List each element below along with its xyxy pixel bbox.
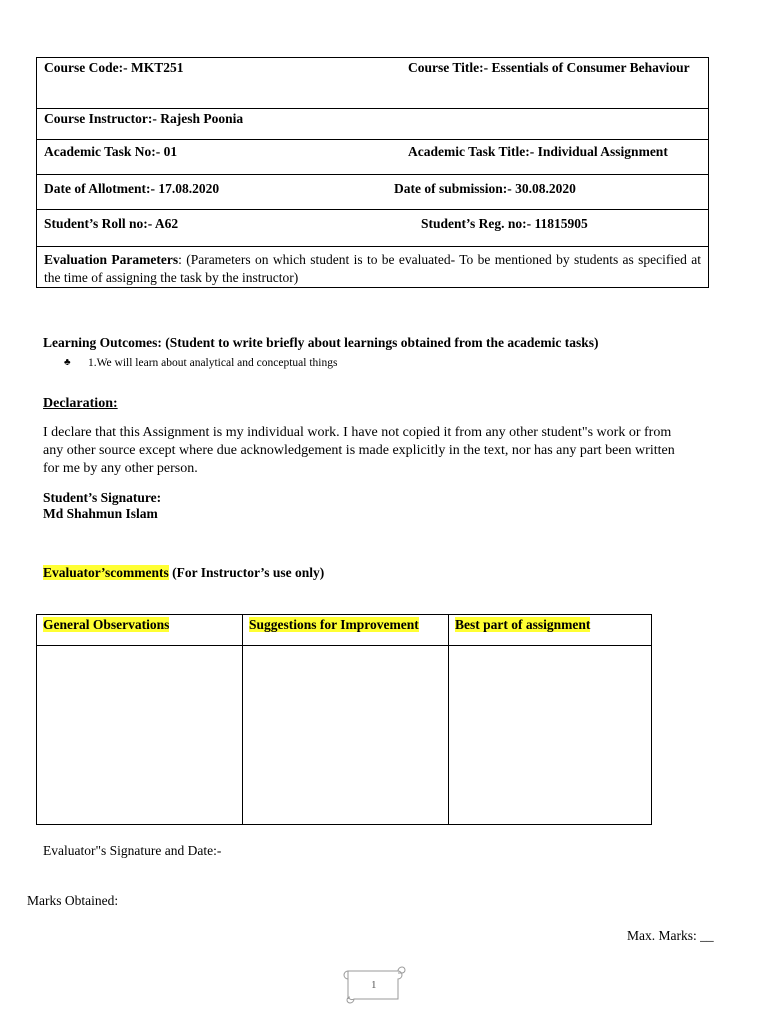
task-no: Academic Task No:- 01 [44, 144, 178, 159]
course-cell [37, 58, 709, 109]
col-best-part: Best part of assignment [455, 617, 591, 632]
club-bullet-icon: ♣ [64, 357, 71, 368]
general-observations-cell[interactable] [37, 646, 243, 825]
declaration-body: I declare that this Assignment is my individual work. I have not copied it from any other student"s work or from any other source except where due acknowledgement is made explicitly in the text, nor has any part been written for me by any other person. [43, 425, 675, 476]
eval-params-text: : (Parameters on which student is to be evaluated- To be mentioned by students as specified at the time of assigning the task by the instructor) [44, 252, 701, 285]
max-marks: Max. Marks: __ [627, 928, 714, 943]
course-code: Course Code:- MKT251 [44, 60, 184, 75]
evaluator-comments-highlight: Evaluator’scomments [43, 565, 169, 580]
course-instructor: Course Instructor:- Rajesh Poonia [44, 111, 244, 126]
suggestions-cell[interactable] [243, 646, 449, 825]
task-row [37, 140, 709, 175]
declaration-heading: Declaration: [43, 396, 118, 411]
col-suggestions: Suggestions for Improvement [249, 617, 419, 632]
col-general-observations: General Observations [43, 617, 170, 632]
learning-outcomes-heading: Learning Outcomes: (Student to write briefly about learnings obtained from the academic tasks) [43, 335, 599, 350]
marks-obtained: Marks Obtained: [27, 893, 119, 908]
evaluator-table [36, 614, 652, 825]
task-title: Academic Task Title:- Individual Assignment [408, 144, 668, 159]
allotment-date: Date of Allotment:- 17.08.2020 [44, 181, 220, 196]
eval-params-label: Evaluation Parameters [44, 252, 179, 267]
evaluator-table-header [37, 615, 652, 646]
roll-no: Student’s Roll no:- A62 [44, 216, 179, 231]
student-signature-label: Student’s Signature: [43, 490, 162, 505]
evaluator-comments-note: (For Instructor’s use only) [168, 565, 325, 580]
student-ids-row [37, 210, 709, 247]
best-part-cell[interactable] [449, 646, 652, 825]
course-info-table [36, 57, 709, 288]
course-title: Course Title:- Essentials of Consumer Behaviour [408, 60, 690, 75]
learning-outcome-item: 1.We will learn about analytical and conceptual things [88, 357, 338, 369]
submission-date: Date of submission:- 30.08.2020 [394, 181, 576, 196]
evaluator-comments-heading [43, 565, 324, 581]
student-signature-name: Md Shahmun Islam [43, 506, 158, 521]
evaluator-table-body [37, 646, 652, 825]
evaluator-signature-date: Evaluator"s Signature and Date:- [43, 843, 222, 858]
reg-no: Student’s Reg. no:- 11815905 [421, 216, 588, 231]
instructor-row [37, 109, 709, 140]
page-number: 1 [371, 979, 377, 991]
course-row [37, 58, 709, 109]
eval-params-row [37, 247, 709, 288]
page-number-badge [340, 963, 406, 1007]
dates-row [37, 175, 709, 210]
